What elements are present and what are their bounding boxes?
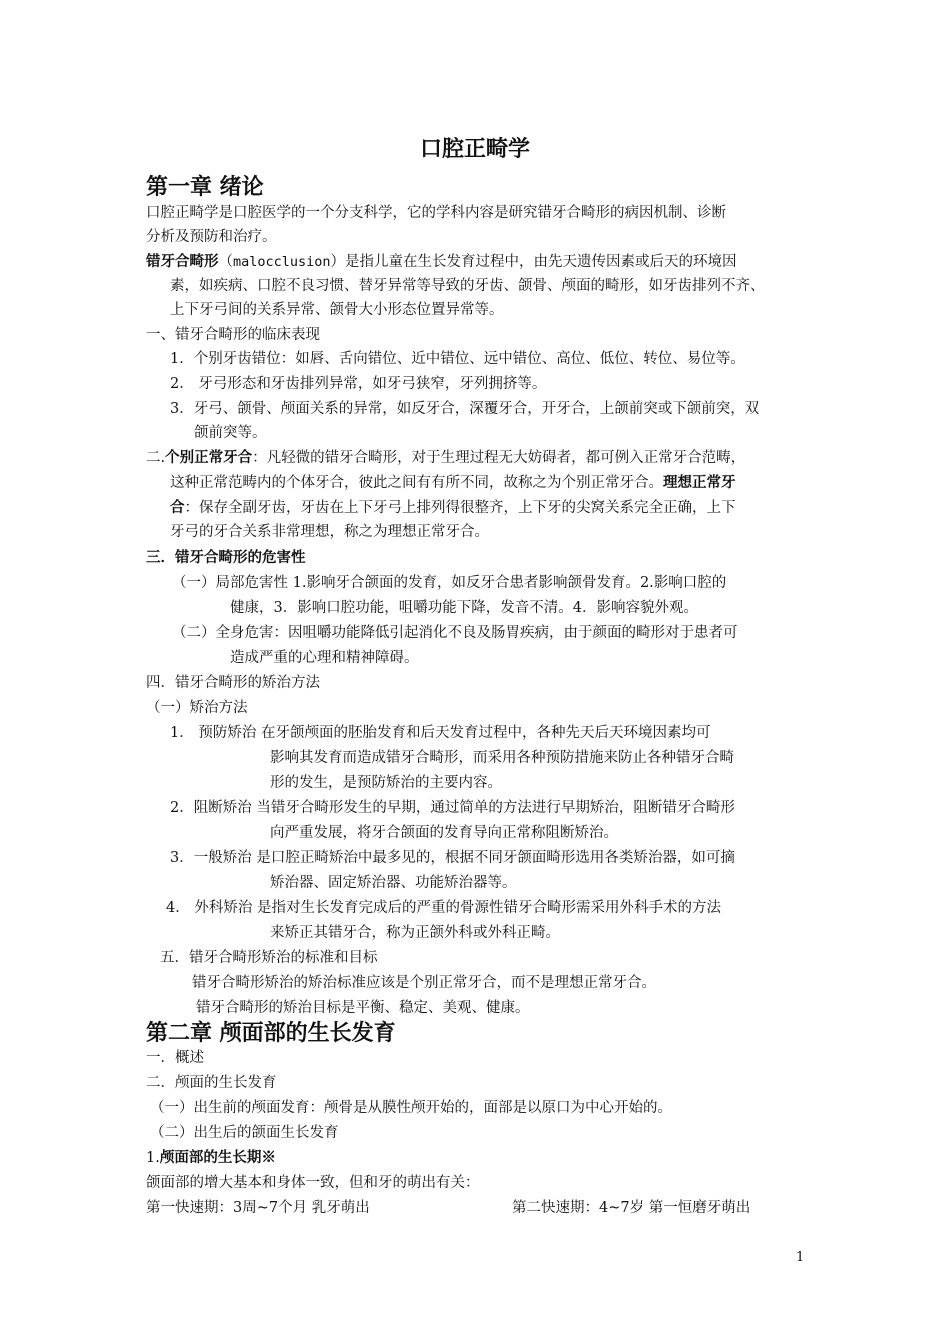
section-4-item-2-line-1: 2．阻断矫治 当错牙合畸形发生的早期，通过简单的方法进行早期矫治，阻断错牙合畸形 [170, 800, 735, 816]
section-3-para-2-line-1: （二）全身危害：因咀嚼功能降低引起消化不良及肠胃疾病，由于颜面的畸形对于患者可 [172, 625, 738, 641]
section-2-line-4: 牙弓的牙合关系非常理想，称之为理想正常牙合。 [170, 524, 489, 540]
section-3-para-2-line-2: 造成严重的心理和精神障碍。 [230, 650, 419, 666]
section-3-para-1-line-2: 健康，3．影响口腔功能，咀嚼功能下降，发音不清。4．影响容貌外观。 [230, 600, 698, 616]
definition-line-2: 素，如疾病、口腔不良习惯、替牙异常等导致的牙齿、颌骨、颅面的畸形，如牙齿排列不齐、 [170, 278, 765, 294]
ch2-point-1-term: 颅面部的生长期※ [159, 1149, 276, 1166]
chapter-1-heading: 第一章 绪论 [146, 174, 264, 200]
section-3-title: 三．错牙合畸形的危害性 [146, 549, 306, 566]
intro-line-2: 分析及预防和治疗。 [146, 229, 277, 245]
section-1-item-3-line-1: 3．牙弓、颌骨、颅面关系的异常，如反牙合，深覆牙合，开牙合，上颌前突或下颌前突，双 [170, 401, 760, 417]
section-4-item-2-line-2: 向严重发展，将牙合颌面的发育导向正常称阻断矫治。 [270, 825, 618, 841]
section-4-item-1-line-3: 形的发生，是预防矫治的主要内容。 [270, 775, 502, 791]
section-5-line-2: 错牙合畸形的矫治目标是平衡、稳定、美观、健康。 [196, 1000, 530, 1016]
section-4-item-1-line-1: 1． 预防矫治 在牙颌颅面的胚胎发育和后天发育过程中，各种先天后天环境因素均可 [170, 725, 711, 741]
ch2-section-2-a: （一）出生前的颅面发育：颅骨是从膜性颅开始的，面部是以原口为中心开始的。 [150, 1100, 672, 1116]
section-4-item-4-line-1: 4． 外科矫治 是指对生长发育完成后的严重的骨源性错牙合畸形需采用外科手术的方法 [166, 900, 721, 916]
section-1-item-3-line-2: 颌前突等。 [194, 425, 267, 441]
section-2-line-3 [170, 499, 736, 517]
section-2-term-2-end: 合 [170, 499, 185, 516]
chapter-2-heading: 第二章 颅面部的生长发育 [146, 1020, 396, 1046]
section-1-item-2: 2． 牙弓形态和牙齿排列异常，如牙弓狭窄，牙列拥挤等。 [170, 376, 547, 392]
section-2-line-1 [146, 449, 745, 467]
definition-rest: ）是指儿童在生长发育过程中，由先天遗传因素或后天的环境因 [330, 254, 737, 270]
ch2-section-2-b: （二）出生后的颌面生长发育 [150, 1125, 339, 1141]
section-4-item-4-line-2: 来矫正其错牙合，称为正颌外科或外科正畸。 [270, 925, 560, 941]
section-4-item-3-line-2: 矫治器、固定矫治器、功能矫治器等。 [270, 875, 517, 891]
document-title: 口腔正畸学 [419, 136, 530, 162]
definition-paren: （ [218, 254, 233, 270]
section-3-para-1-line-1: （一）局部危害性 1.影响牙合颌面的发育，如反牙合患者影响颌骨发育。2.影响口腔的 [172, 575, 727, 591]
ch2-point-1-prefix: 1. [146, 1150, 160, 1166]
section-1-item-1: 1．个别牙齿错位：如唇、舌向错位、近中错位、远中错位、高位、低位、转位、易位等。 [170, 351, 745, 367]
growth-period-1: 第一快速期：3周~7个月 乳牙萌出 [146, 1200, 370, 1216]
ch2-section-2: 二．颅面的生长发育 [146, 1075, 277, 1091]
section-2-text-2: 这种正常范畴内的个体牙合，彼此之间有有所不同，故称之为个别正常牙合。 [170, 475, 663, 491]
ch2-point-1-title [146, 1149, 276, 1167]
definition-line-3: 上下牙弓间的关系异常、颌骨大小形态位置异常等。 [170, 302, 504, 318]
section-5-title: 五．错牙合畸形矫治的标准和目标 [160, 950, 378, 966]
ch2-section-1: 一．概述 [146, 1050, 204, 1066]
growth-period-2: 第二快速期：4~7岁 第一恒磨牙萌出 [512, 1200, 751, 1216]
section-2-term: 个别正常牙合 [165, 449, 253, 466]
section-2-term-2: 理想正常牙 [663, 474, 736, 491]
section-2-prefix: 二. [146, 450, 166, 466]
section-2-text-3: ：保存全副牙齿，牙齿在上下牙弓上排列得很整齐，上下牙的尖窝关系完全正确，上下 [184, 500, 736, 516]
section-4-subtitle: （一）矫治方法 [146, 700, 248, 716]
section-4-title: 四．错牙合畸形的矫治方法 [146, 675, 320, 691]
intro-line-1: 口腔正畸学是口腔医学的一个分支科学，它的学科内容是研究错牙合畸形的病因机制、诊断 [146, 205, 726, 221]
definition-term: 错牙合畸形 [146, 253, 219, 270]
section-4-item-1-line-2: 影响其发育而造成错牙合畸形，而采用各种预防措施来防止各种错牙合畸 [270, 750, 734, 766]
section-2-text-1: ：凡轻微的错牙合畸形，对于生理过程无大妨碍者，都可例入正常牙合范畴， [252, 450, 746, 466]
definition-line-1 [146, 253, 737, 271]
definition-english-term: malocclusion [233, 254, 331, 270]
section-2-line-2 [170, 474, 736, 492]
section-4-item-3-line-1: 3．一般矫治 是口腔正畸矫治中最多见的，根据不同牙颌面畸形选用各类矫治器，如可摘 [170, 850, 735, 866]
ch2-point-1-text: 颌面部的增大基本和身体一致，但和牙的萌出有关： [146, 1175, 480, 1191]
section-1-title: 一、错牙合畸形的临床表现 [146, 327, 320, 343]
section-5-line-1: 错牙合畸形矫治的矫治标准应该是个别正常牙合，而不是理想正常牙合。 [192, 975, 656, 991]
page-number: 1 [796, 1250, 805, 1265]
